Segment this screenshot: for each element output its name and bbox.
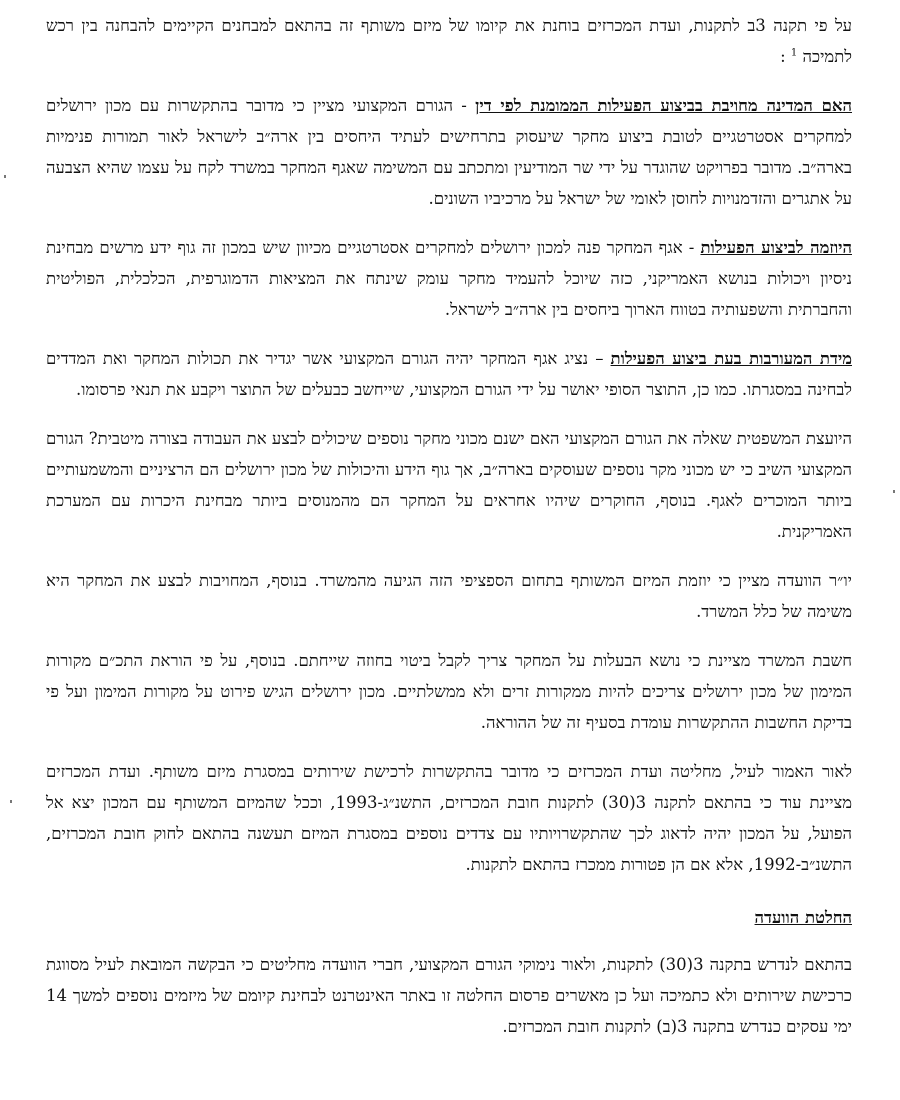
document-page [46,10,852,1060]
paragraph-legal-advisor: היועצת המשפטית שאלה את הגורם המקצועי האם ישנם מכוני מחקר נוספים שיכולים לבצע את העבודה בצורה מיטבית? הגורם המקצועי השיב כי יש מכוני מקר נוספים שעוסקים בארה״ב, אך גוף הידע והיכולות של מכון ירושלים הם הרציניים והמשמעותיים ביותר המוכרים לאגף. בנוסף, החוקרים שיהיו אחראים על המחקר הם מהמנוסים ביותר מבחינת היכרות עם המערכת האמריקנית. [46,429,852,541]
paragraph-conclusion: לאור האמור לעיל, מחליטה ועדת המכרזים כי מדובר בהתקשרות לרכישת שירותים במסגרת מיזם משותף. ועדת המכרזים מציינת עוד כי בהתאם לתקנה 3(30) לתקנות חובת המכרזים, התשנ״ג-1993, וככל שהמיזם המשותף עם המכון יצא אל הפועל, על המכון יהיה לדאוג לכך שהתקשרויותיו עם צדדים נוספים במסגרת המיזם תעשנה בהתאם לחוק חובת המכרזים, התשנ״ב-1992, אלא אם הן פטורות ממכרז בהתאם לתקנות. [46,762,852,874]
scan-speck [10,800,12,803]
section-involvement [46,343,852,405]
section-initiative [46,232,852,325]
intro-text: על פי תקנה 3ב לתקנות, ועדת המכרזים בוחנת את קיומו של מיזם משותף זה בהתאם למבחנים הקיימים להבחנה בין רכש לתמיכה [46,16,852,66]
section-text: - הגורם המקצועי מציין כי מדובר בהתקשרות עם מכון ירושלים למחקרים אסטרטגיים לטובת ביצוע מחקר שיעסוק בתרחישים לעתיד היחסים בין ארה״ב לישראל לאור תמורות פנימיות בארה״ב. מדובר בפרויקט שהוגדר על ידי שר המודיעין ומתכתב עם המשימה שאגף המחקר במשרד לקח על עצמו שהיא הצבעה על אתגרים והזדמנויות לחוסן לאומי של ישראל על מרכיביו השונים. [46,96,852,208]
intro-paragraph [46,10,852,72]
scan-speck [4,175,6,178]
section-lead: היוזמה לביצוע הפעילות [700,238,852,257]
section-state-obligation [46,90,852,214]
paragraph-accountant: חשבת המשרד מציינת כי נושא הבעלות על המחקר צריך לקבל ביטוי בחוזה שייחתם. בנוסף, על פי הוראת התכ״ם מקורות המימון של מכון ירושלים צריכים להיות ממקורות זרים ולא ממשלתיים. מכון ירושלים הגיש פירוט על מקורות המימון ועל פי בדיקת החשבות ההתקשרות עומדת בסעיף זה של ההוראה. [46,651,852,732]
section-text: - אגף המחקר פנה למכון ירושלים למחקרים אסטרטגיים מכיוון שיש במכון זה גוף ידע מרשים מבחינת ניסיון ויכולות בנושא האמריקני, כזה שיוכל להעמיד מחקר עומק שינתח את המציאות הדמוגרפית, הכלכלית, הפוליטית והחברתית והשפעותיה בטווח הארוך ביחסים בין ארה״ב לישראל. [46,238,852,319]
footnote-marker: 1 [790,47,798,59]
decision-paragraph: בהתאם לנדרש בתקנה 3(30) לתקנות, ולאור נימוקי הגורם המקצועי, חברי הוועדה מחליטים כי הבקשה המובאת לעיל מסווגת כרכישת שירותים ולא כתמיכה ועל כן מאשרים פרסום החלטה זו באתר האינטרנט לבחינת קיומם של מיזמים נוספים למשך 14 ימי עסקים כנדרש בתקנה 3(ב) לתקנות חובת המכרזים. [46,955,852,1036]
section-lead: מידת המעורבות בעת ביצוע הפעילות [610,349,852,368]
intro-colon: : [780,47,786,66]
scan-speck [893,490,895,493]
paragraph-chairman: יו״ר הוועדה מציין כי יוזמת המיזם המשותף בתחום הספציפי הזה הגיעה מהמשרד. בנוסף, המחויבות לבצע את המחקר היא משימה של כלל המשרד. [46,571,852,621]
section-lead: האם המדינה מחויבת בביצוע הפעילות הממומנת לפי דין [475,96,852,115]
section-text: – נציג אגף המחקר יהיה הגורם המקצועי אשר יגדיר את תכולות המחקר ואת המדדים לבחינה במסגרתו. כמו כן, התוצר הסופי יאושר על ידי הגורם המקצועי, שייחשב כבעלים של התוצר ויקבע את תנאי פרסומו. [46,349,852,399]
decision-heading: החלטת הוועדה [754,908,852,927]
